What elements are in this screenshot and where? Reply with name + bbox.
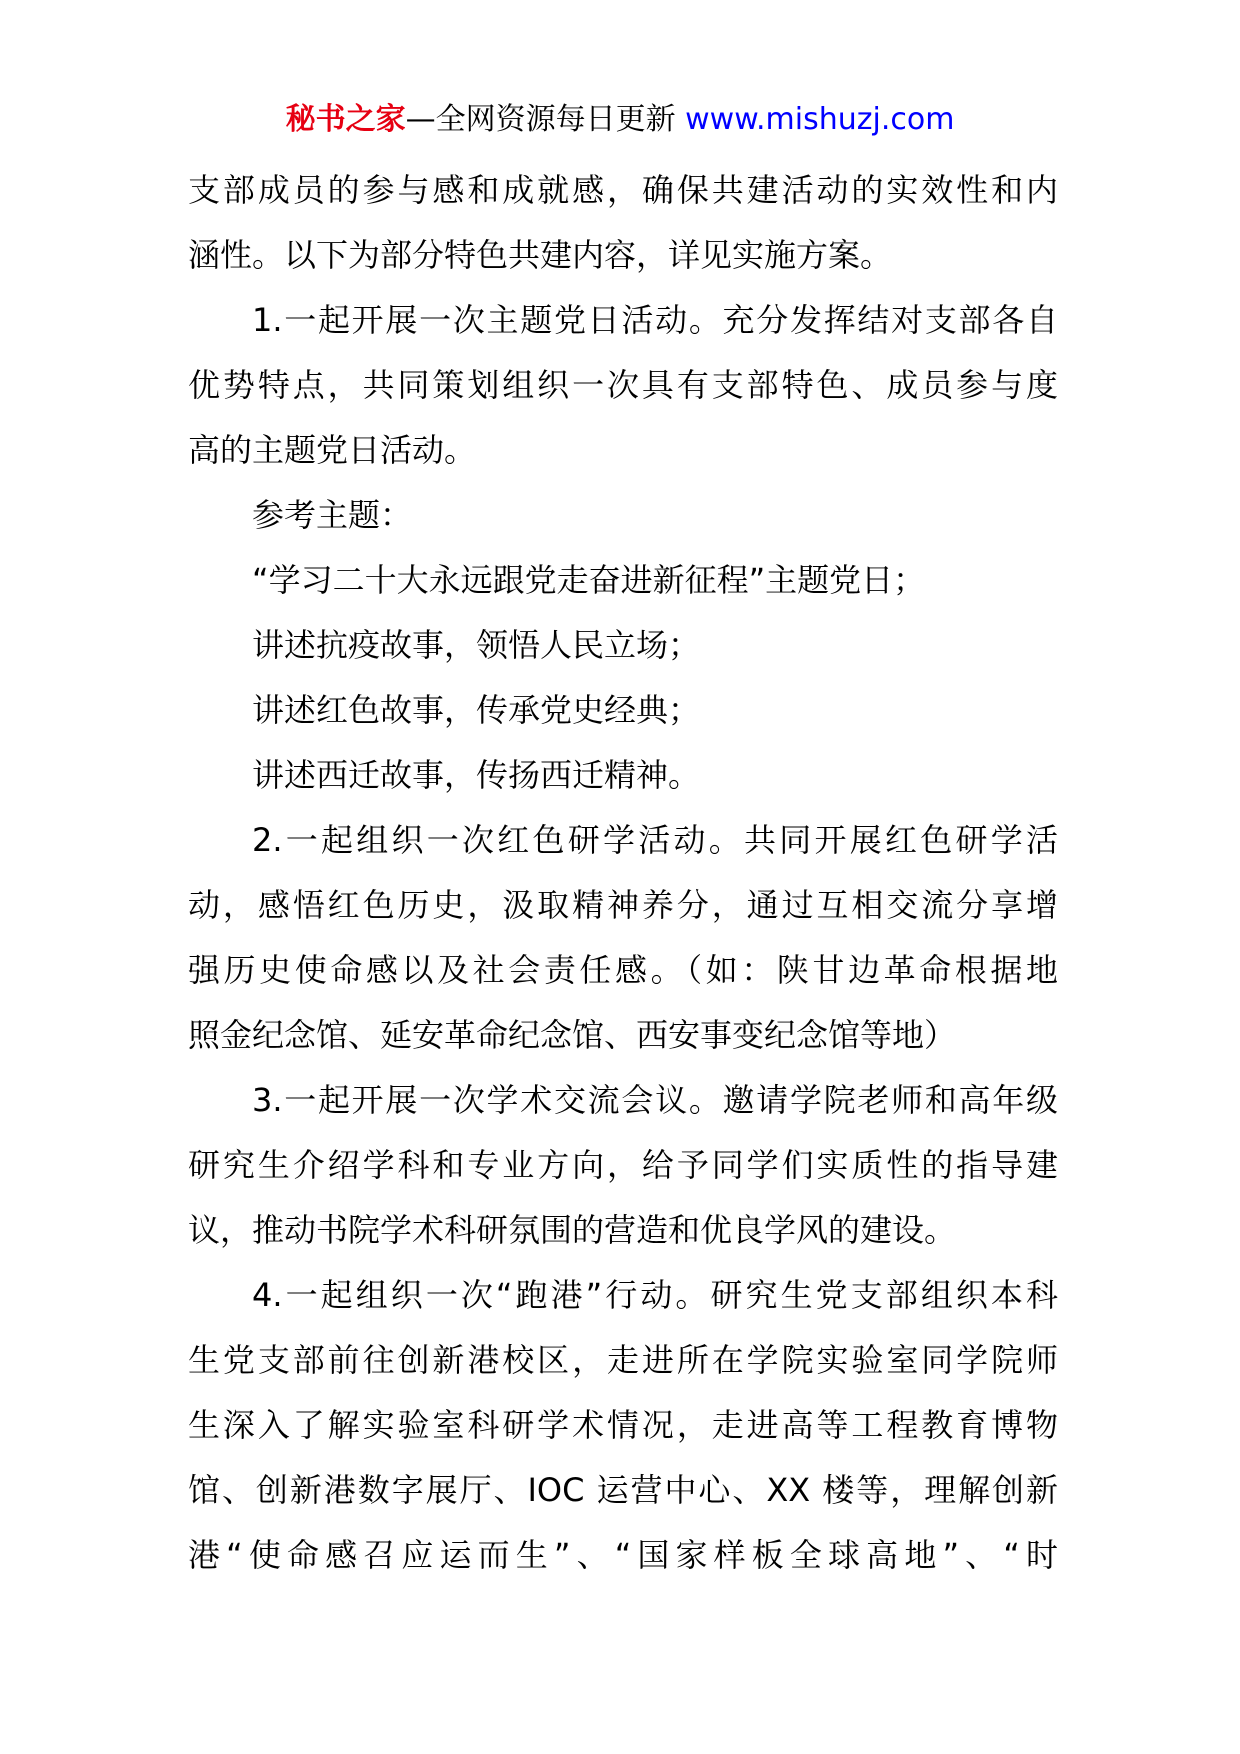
text-line: 港“使命感召应运而生”、“国家样板全球高地”、“时 [188,1536,1058,1574]
text-line: 动，感悟红色历史，汲取精神养分，通过互相交流分享增 [188,886,1058,924]
text-line: 研究生介绍学科和专业方向，给予同学们实质性的指导建 [188,1146,1058,1184]
text-line: 讲述红色故事，传承党史经典； [252,691,701,729]
text-line: 生党支部前往创新港校区，走进所在学院实验室同学院师 [188,1341,1058,1379]
text-line: 照金纪念馆、延安革命纪念馆、西安事变纪念馆等地） [188,1016,957,1054]
text-line: 高的主题党日活动。 [188,431,477,469]
text-line: 1.一起开展一次主题党日活动。充分发挥结对支部各自 [252,301,1058,339]
header-slogan: —全网资源每日更新 [405,102,686,137]
document-body [188,158,1058,1588]
text-line: 馆、创新港数字展厅、IOC 运营中心、XX 楼等，理解创新 [188,1471,1058,1509]
header-brand: 秘书之家 [285,102,406,137]
text-line: 涵性。以下为部分特色共建内容，详见实施方案。 [188,236,893,274]
text-line: 3.一起开展一次学术交流会议。邀请学院老师和高年级 [252,1081,1058,1119]
text-line: 讲述抗疫故事，领悟人民立场； [252,626,701,664]
text-line: 讲述西迁故事，传扬西迁精神。 [252,756,701,794]
text-line: “学习二十大永远跟党走奋进新征程”主题党日； [252,561,926,599]
text-line: 4.一起组织一次“跑港”行动。研究生党支部组织本科 [252,1276,1058,1314]
page-header [0,100,1240,140]
text-line: 生深入了解实验室科研学术情况，走进高等工程教育博物 [188,1406,1058,1444]
text-line: 议，推动书院学术科研氛围的营造和优良学风的建设。 [188,1211,957,1249]
text-line: 强历史使命感以及社会责任感。（如：陕甘边革命根据地 [188,951,1058,989]
text-line: 支部成员的参与感和成就感，确保共建活动的实效性和内 [188,171,1058,209]
header-site-link[interactable]: www.mishuzj.com [685,102,955,137]
text-line: 2.一起组织一次红色研学活动。共同开展红色研学活 [252,821,1058,859]
text-line: 参考主题： [252,496,413,534]
text-line: 优势特点，共同策划组织一次具有支部特色、成员参与度 [188,366,1058,404]
